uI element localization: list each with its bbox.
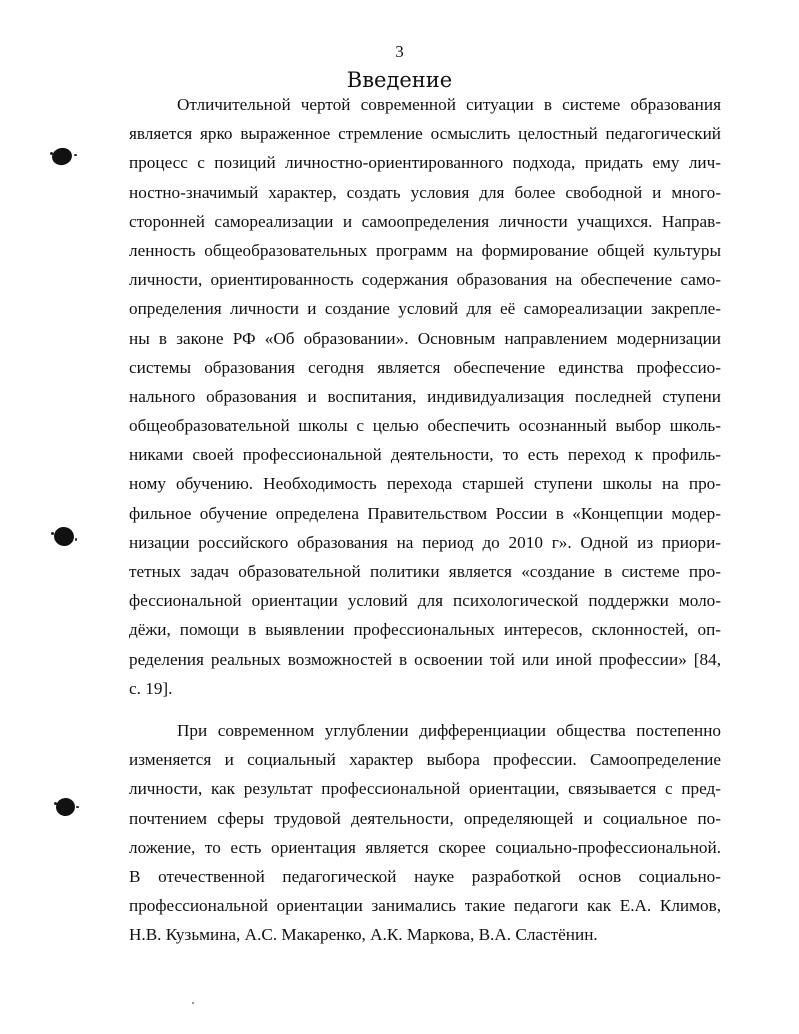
text-line: фессиональной ориентации условий для психологической поддержки моло- xyxy=(129,591,721,611)
paragraph-1 xyxy=(129,90,721,703)
text-line: процесс с позиций личностно-ориентированного подхода, придать ему лич- xyxy=(129,153,721,173)
punch-hole-mark xyxy=(55,797,76,817)
text-line: определения личности и создание условий для её самореализации закрепле- xyxy=(129,299,721,319)
text-line: является ярко выраженное стремление осмыслить целостный педагогический xyxy=(129,124,721,144)
scan-speck xyxy=(192,1002,194,1004)
text-line: дёжи, помощи в выявлении профессиональных интересов, склонностей, оп- xyxy=(129,620,721,640)
text-line: ленность общеобразовательных программ на формирование общей культуры xyxy=(129,240,721,260)
text-line: почтением сферы трудовой деятельности, определяющей и социальное по- xyxy=(129,808,721,828)
text-line: никами своей профессиональной деятельности, то есть переход к профиль- xyxy=(129,445,721,465)
text-line: Н.В. Кузьмина, А.С. Макаренко, А.К. Маркова, В.А. Сластёнин. xyxy=(129,925,598,945)
page-number: 3 xyxy=(395,42,404,61)
text-line: личности, как результат профессиональной ориентации, связывается с пред- xyxy=(129,779,721,799)
scan-speck xyxy=(74,154,77,156)
text-line: ределения реальных возможностей в освоении той или иной профессии» [84, xyxy=(129,649,721,669)
text-line: тетных задач образовательной политики является «создание в системе про- xyxy=(129,562,721,581)
text-line: с. 19]. xyxy=(129,678,173,698)
text-line: сторонней самореализации и самоопределения личности учащихся. Направ- xyxy=(129,211,721,231)
text-line: ностно-значимый характер, создать условия для более свободной и много- xyxy=(129,182,721,202)
page-title: Введение xyxy=(346,68,453,92)
scan-speck xyxy=(75,538,77,541)
text-line: личности, ориентированность содержания образования на обеспечение само- xyxy=(129,270,721,290)
punch-hole-mark xyxy=(50,146,73,167)
text-line: При современном углублении дифференциации общества постепенно xyxy=(177,721,721,740)
text-line: низации российского образования на период до 2010 г». Одной из приори- xyxy=(129,532,721,552)
text-line: Отличительной чертой современной ситуации в системе образования xyxy=(177,95,721,114)
scan-speck xyxy=(51,532,54,535)
text-line: фильное обучение определена Правительством России в «Концепции модер- xyxy=(129,503,721,523)
text-line: нального образования и воспитания, индивидуализация последней ступени xyxy=(129,386,721,406)
text-line: ложение, то есть ориентация является скорее социально-профессиональной. xyxy=(129,837,721,857)
paragraph-2 xyxy=(129,716,721,950)
text-line: ному обучению. Необходимость перехода старшей ступени школы на про- xyxy=(129,474,721,494)
scan-speck xyxy=(76,806,79,808)
text-line: изменяется и социальный характер выбора профессии. Самоопределение xyxy=(129,750,721,770)
text-line: общеобразовательной школы с целью обеспечить осознанный выбор школь- xyxy=(129,416,721,436)
scan-speck xyxy=(50,152,53,155)
punch-hole-mark xyxy=(52,525,76,549)
scan-speck xyxy=(54,802,57,805)
text-line: В отечественной педагогической науке разработкой основ социально- xyxy=(129,866,721,886)
text-line: системы образования сегодня является обеспечение единства профессио- xyxy=(129,357,721,377)
text-line: ны в законе РФ «Об образовании». Основным направлением модернизации xyxy=(129,328,721,348)
text-line: профессиональной ориентации занимались такие педагоги как Е.А. Климов, xyxy=(129,896,721,916)
